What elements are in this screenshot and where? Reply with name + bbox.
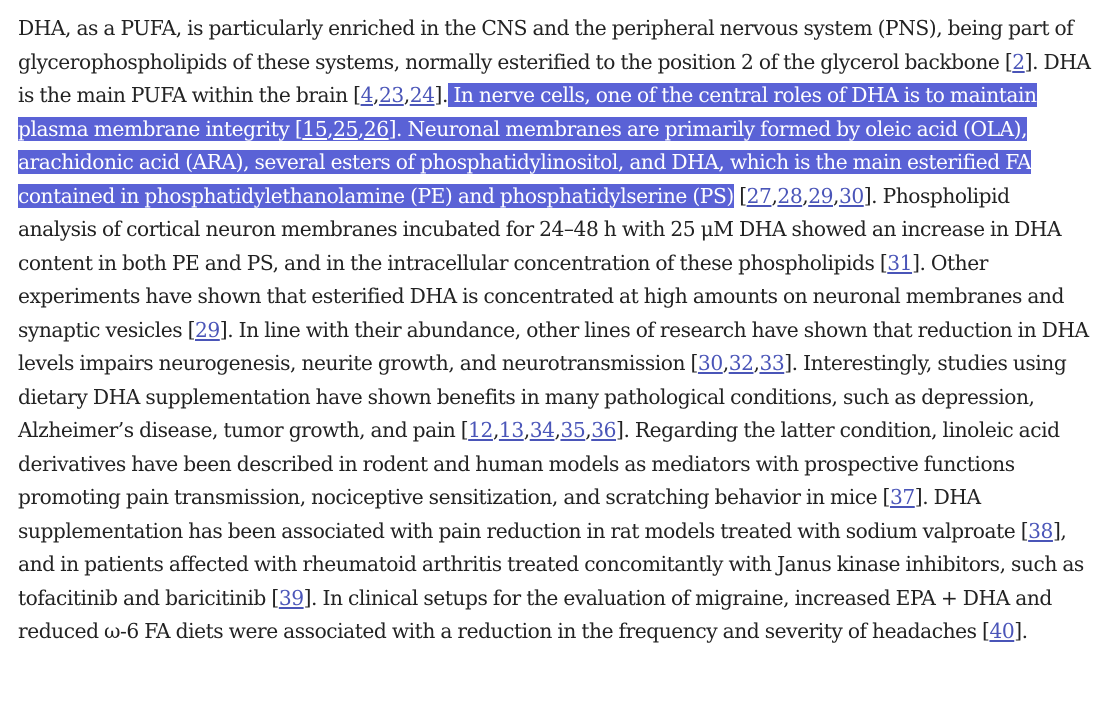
citation-link-30[interactable]: 30 bbox=[838, 183, 864, 208]
citation-link-29[interactable]: 29 bbox=[195, 317, 220, 342]
citation-link-31[interactable]: 31 bbox=[887, 250, 913, 275]
citation-link-29[interactable]: 29 bbox=[808, 183, 833, 208]
text-segment: ], and in patients affected with rheumatoid arthritis treated concomitantly with Janus kinase inhibitors, such as tofacitinib and baricitinib [ bbox=[18, 518, 1084, 610]
citation-separator: , bbox=[585, 418, 592, 442]
citation-link-33[interactable]: 33 bbox=[759, 351, 785, 375]
citation-link-12[interactable]: 12 bbox=[468, 418, 493, 442]
citation-separator: , bbox=[327, 116, 334, 141]
text-segment: ]. bbox=[1014, 619, 1028, 643]
citation-link-39[interactable]: 39 bbox=[278, 585, 304, 610]
citation-link-24[interactable]: 24 bbox=[409, 83, 435, 107]
citation-link-30[interactable]: 30 bbox=[697, 351, 723, 375]
citation-link-25[interactable]: 25 bbox=[333, 116, 358, 141]
text-segment: ]. DHA supplementation has been associated with pain reduction in rat models treated with sodium valproate [ bbox=[18, 485, 1029, 543]
text-segment: ]. bbox=[434, 83, 448, 107]
citation-separator: , bbox=[357, 116, 364, 141]
citation-link-35[interactable]: 35 bbox=[560, 418, 586, 442]
selected-text: ]. Neuronal membranes are primarily formed by oleic acid (OLA), arachidonic acid (ARA), several esters of phosphatidylinositol, and DHA, which is the main esterified FA contained in phosphatidylethanolamine (PE) and phosphatidylserine (PS) bbox=[18, 116, 1032, 208]
text-segment: ]. Regarding the latter condition, linoleic acid derivatives have been described in rodent and human models as mediators with prospective functions promoting pain transmission, nociceptive sensitization, and scratching behavior in mice [ bbox=[18, 418, 1060, 509]
citation-link-32[interactable]: 32 bbox=[728, 351, 754, 375]
citation-link-27[interactable]: 27 bbox=[746, 183, 772, 208]
citation-link-23[interactable]: 23 bbox=[378, 83, 404, 107]
text-segment: ]. In clinical setups for the evaluation of migraine, increased EPA + DHA and reduced ω-6 FA diets were associated with a reduction in the frequency and severity of headaches [ bbox=[18, 585, 1052, 643]
citation-separator: , bbox=[492, 418, 499, 442]
citation-link-40[interactable]: 40 bbox=[989, 619, 1015, 643]
article-body bbox=[18, 12, 1093, 649]
citation-link-37[interactable]: 37 bbox=[889, 485, 915, 509]
citation-separator: , bbox=[832, 183, 839, 208]
citation-separator: , bbox=[523, 418, 530, 442]
citation-separator: , bbox=[554, 418, 561, 442]
text-segment: ]. Phospholipid analysis of cortical neuron membranes incubated for 24–48 h with 25 μM DHA showed an increase in DHA content in both PE and PS, and in the intracellular concentration of these phospholipids [ bbox=[18, 183, 1062, 275]
citation-separator: , bbox=[722, 351, 729, 375]
citation-link-2[interactable]: 2 bbox=[1012, 49, 1025, 74]
text-segment: [ bbox=[733, 183, 747, 208]
citation-link-15[interactable]: 15 bbox=[302, 116, 328, 141]
citation-link-4[interactable]: 4 bbox=[360, 83, 373, 107]
citation-link-34[interactable]: 34 bbox=[529, 418, 555, 442]
citation-link-13[interactable]: 13 bbox=[498, 418, 524, 442]
citation-separator: , bbox=[403, 83, 410, 107]
citation-separator: , bbox=[753, 351, 760, 375]
citation-separator: , bbox=[372, 83, 379, 107]
citation-link-38[interactable]: 38 bbox=[1028, 518, 1053, 543]
text-segment: ]. Other experiments have shown that esterified DHA is concentrated at high amounts on neuronal membranes and synaptic vesicles [ bbox=[18, 250, 1064, 342]
citation-separator: , bbox=[771, 183, 778, 208]
text-segment: ]. Interestingly, studies using dietary DHA supplementation have shown benefits in many pathological conditions, such as depression, Alzheimer’s disease, tumor growth, and pain [ bbox=[18, 351, 1067, 442]
citation-link-26[interactable]: 26 bbox=[363, 116, 389, 141]
text-segment: ]. DHA is the main PUFA within the brain [ bbox=[18, 49, 1091, 107]
selected-text: In nerve cells, one of the central roles of DHA is to maintain plasma membrane integrity [ bbox=[18, 83, 1037, 141]
citation-link-28[interactable]: 28 bbox=[777, 183, 803, 208]
citation-link-36[interactable]: 36 bbox=[591, 418, 617, 442]
text-segment: ]. In line with their abundance, other lines of research have shown that reduction in DHA levels impairs neurogenesis, neurite growth, and neurotransmission [ bbox=[18, 317, 1089, 375]
paragraph[interactable] bbox=[18, 12, 1093, 649]
text-segment: DHA, as a PUFA, is particularly enriched in the CNS and the peripheral nervous system (PNS), being part of glycerophospholipids of these systems, normally esterified to the position 2 of the glycerol backbone [ bbox=[18, 16, 1074, 74]
citation-separator: , bbox=[802, 183, 809, 208]
